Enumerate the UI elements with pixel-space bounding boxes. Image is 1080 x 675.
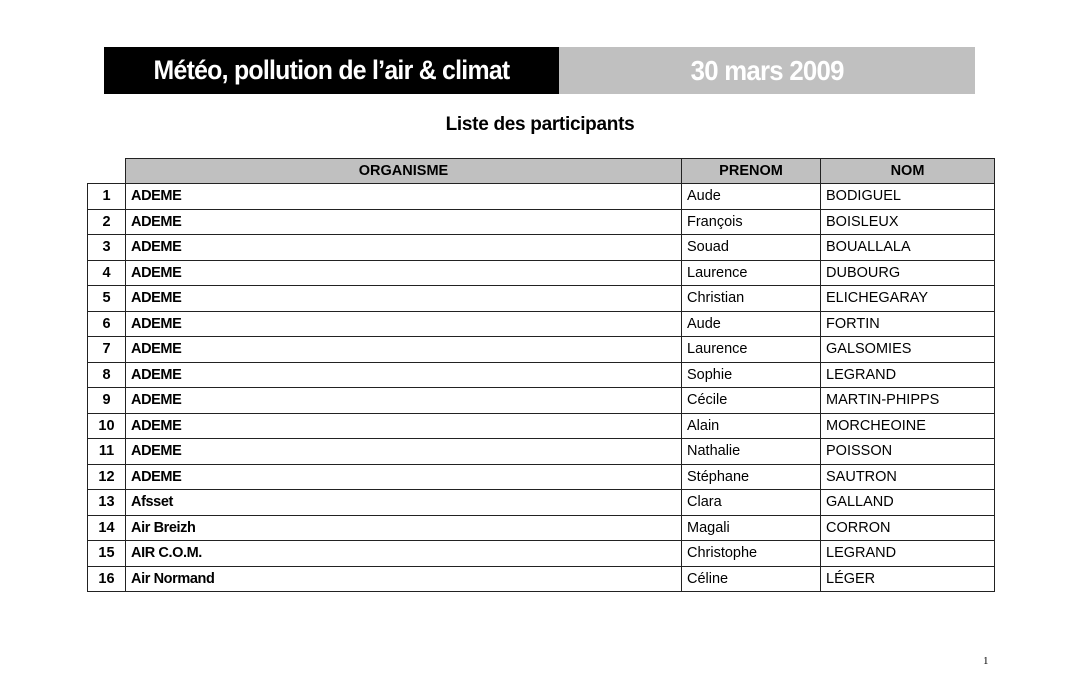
row-number: 16 bbox=[88, 566, 126, 592]
row-organisme: ADEME bbox=[126, 184, 682, 210]
row-nom: MARTIN-PHIPPS bbox=[821, 388, 995, 414]
row-organisme: Afsset bbox=[126, 490, 682, 516]
row-prenom: Clara bbox=[682, 490, 821, 516]
table-header-row bbox=[88, 159, 995, 184]
row-nom: LEGRAND bbox=[821, 541, 995, 567]
table-row bbox=[88, 490, 995, 516]
row-nom: ELICHEGARAY bbox=[821, 286, 995, 312]
row-organisme: AIR C.O.M. bbox=[126, 541, 682, 567]
row-nom: POISSON bbox=[821, 439, 995, 465]
row-number: 12 bbox=[88, 464, 126, 490]
table-row bbox=[88, 515, 995, 541]
row-number: 11 bbox=[88, 439, 126, 465]
table-row bbox=[88, 566, 995, 592]
row-number: 5 bbox=[88, 286, 126, 312]
row-prenom: Aude bbox=[682, 184, 821, 210]
row-number: 3 bbox=[88, 235, 126, 261]
row-nom: BODIGUEL bbox=[821, 184, 995, 210]
row-organisme: ADEME bbox=[126, 260, 682, 286]
table-row bbox=[88, 209, 995, 235]
row-prenom: Céline bbox=[682, 566, 821, 592]
table-row bbox=[88, 464, 995, 490]
row-prenom: Christophe bbox=[682, 541, 821, 567]
row-prenom: Laurence bbox=[682, 260, 821, 286]
banner-date: 30 mars 2009 bbox=[690, 54, 844, 86]
table-row bbox=[88, 541, 995, 567]
document-subtitle: Liste des participants bbox=[445, 114, 635, 135]
row-prenom: Nathalie bbox=[682, 439, 821, 465]
row-number: 13 bbox=[88, 490, 126, 516]
row-number: 1 bbox=[88, 184, 126, 210]
header-organisme: ORGANISME bbox=[126, 159, 682, 184]
table-row bbox=[88, 413, 995, 439]
row-prenom: Laurence bbox=[682, 337, 821, 363]
table-row bbox=[88, 337, 995, 363]
banner-title: Météo, pollution de l’air & climat bbox=[122, 47, 541, 94]
row-organisme: ADEME bbox=[126, 337, 682, 363]
header-prenom: PRENOM bbox=[682, 159, 821, 184]
row-number: 8 bbox=[88, 362, 126, 388]
row-organisme: ADEME bbox=[126, 286, 682, 312]
row-nom: LÉGER bbox=[821, 566, 995, 592]
row-nom: GALLAND bbox=[821, 490, 995, 516]
row-number: 15 bbox=[88, 541, 126, 567]
row-prenom: Magali bbox=[682, 515, 821, 541]
table-row bbox=[88, 439, 995, 465]
row-nom: GALSOMIES bbox=[821, 337, 995, 363]
table-row bbox=[88, 286, 995, 312]
row-nom: FORTIN bbox=[821, 311, 995, 337]
header-number bbox=[88, 159, 126, 184]
row-organisme: Air Breizh bbox=[126, 515, 682, 541]
row-number: 9 bbox=[88, 388, 126, 414]
row-organisme: ADEME bbox=[126, 235, 682, 261]
row-number: 14 bbox=[88, 515, 126, 541]
table-row bbox=[88, 260, 995, 286]
banner-title-block bbox=[104, 47, 559, 94]
row-prenom: François bbox=[682, 209, 821, 235]
row-nom: DUBOURG bbox=[821, 260, 995, 286]
row-number: 10 bbox=[88, 413, 126, 439]
table-row bbox=[88, 235, 995, 261]
banner-date-block bbox=[559, 47, 975, 94]
row-organisme: ADEME bbox=[126, 362, 682, 388]
table-row bbox=[88, 362, 995, 388]
row-organisme: ADEME bbox=[126, 209, 682, 235]
row-prenom: Christian bbox=[682, 286, 821, 312]
page-number: 1 bbox=[983, 655, 989, 667]
row-organisme: ADEME bbox=[126, 311, 682, 337]
row-organisme: ADEME bbox=[126, 413, 682, 439]
row-nom: LEGRAND bbox=[821, 362, 995, 388]
row-number: 4 bbox=[88, 260, 126, 286]
table-row bbox=[88, 184, 995, 210]
row-organisme: ADEME bbox=[126, 439, 682, 465]
row-number: 2 bbox=[88, 209, 126, 235]
row-prenom: Cécile bbox=[682, 388, 821, 414]
row-nom: BOUALLALA bbox=[821, 235, 995, 261]
table-row bbox=[88, 388, 995, 414]
row-prenom: Stéphane bbox=[682, 464, 821, 490]
row-nom: SAUTRON bbox=[821, 464, 995, 490]
row-organisme: Air Normand bbox=[126, 566, 682, 592]
table-row bbox=[88, 311, 995, 337]
row-number: 7 bbox=[88, 337, 126, 363]
row-nom: BOISLEUX bbox=[821, 209, 995, 235]
row-organisme: ADEME bbox=[126, 464, 682, 490]
participants-table bbox=[87, 158, 995, 592]
row-prenom: Sophie bbox=[682, 362, 821, 388]
header-banner bbox=[104, 47, 975, 94]
row-prenom: Souad bbox=[682, 235, 821, 261]
row-prenom: Alain bbox=[682, 413, 821, 439]
row-number: 6 bbox=[88, 311, 126, 337]
header-nom: NOM bbox=[821, 159, 995, 184]
row-nom: MORCHEOINE bbox=[821, 413, 995, 439]
row-nom: CORRON bbox=[821, 515, 995, 541]
row-prenom: Aude bbox=[682, 311, 821, 337]
row-organisme: ADEME bbox=[126, 388, 682, 414]
